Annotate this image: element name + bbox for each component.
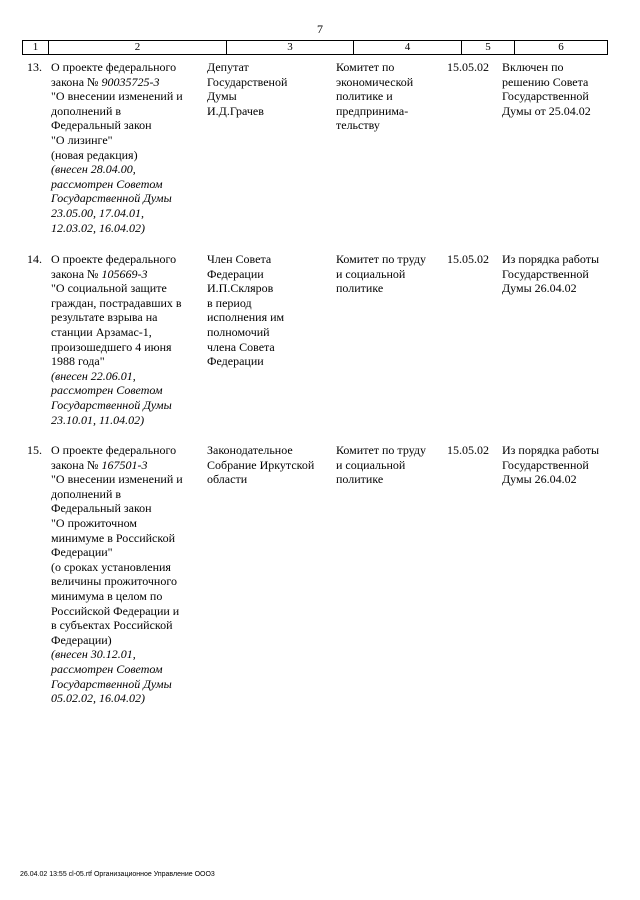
responsible-committee: Комитет по экономической политике и предпринима- тельству <box>336 60 414 133</box>
bill-number: 90035725-3 <box>101 74 160 89</box>
column-header-1: 1 <box>23 41 49 54</box>
review-date: 15.05.02 <box>447 60 489 74</box>
bill-subject: "О внесении изменений и дополнений в Федеральный закон "О лизинге" (новая редакция) <box>51 89 183 162</box>
inclusion-basis: Включен по решению Совета Государственной Думы от 25.04.02 <box>502 60 591 118</box>
bill-history: (внесен 22.06.01, рассмотрен Советом Государственной Думы 23.10.01, 11.04.02) <box>51 368 172 427</box>
page-number: 7 <box>317 22 323 36</box>
bill-title: О проекте федерального закона № <box>51 252 177 281</box>
bill-description <box>51 60 201 235</box>
column-header-5: 5 <box>462 41 515 54</box>
document-footer: 26.04.02 13:55 cl-05.rtf Организационное Управление ООО3 <box>20 871 215 878</box>
review-date: 15.05.02 <box>447 252 489 266</box>
bill-description <box>51 443 201 706</box>
column-header-row <box>22 40 608 55</box>
column-header-6: 6 <box>558 41 564 53</box>
row-number: 13. <box>27 60 42 74</box>
bill-title: О проекте федерального закона № <box>51 60 177 89</box>
bill-number: 105669-3 <box>101 266 148 281</box>
row-number: 15. <box>27 443 42 457</box>
bill-subject: "О социальной защите граждан, пострадавших в результате взрыва на станции Арзамас-1, произошедшего 4 июня 1988 года" <box>51 281 182 369</box>
bill-number: 167501-3 <box>101 457 148 472</box>
bill-title: О проекте федерального закона № <box>51 443 177 472</box>
bill-history: (внесен 28.04.00, рассмотрен Советом Государственной Думы 23.05.00, 17.04.01, 12.03.02, 16.04.02) <box>51 162 172 235</box>
bill-author: Член Совета Федерации И.П.Скляров в период исполнения им полномочий члена Совета Федерации <box>207 252 285 369</box>
bill-subject: "О внесении изменений и дополнений в Федеральный закон "О прожиточном минимуме в Российской Федерации" (о сроках установления величины прожиточного минимума в целом по Российской Федерации и в субъектах Российской Федерации) <box>51 472 183 647</box>
row-number: 14. <box>27 252 42 266</box>
inclusion-basis: Из порядка работы Государственной Думы 26.04.02 <box>502 443 600 487</box>
responsible-committee: Комитет по труду и социальной политике <box>336 252 427 296</box>
column-header-3: 3 <box>227 41 354 54</box>
column-header-4: 4 <box>354 41 462 54</box>
column-header-2: 2 <box>49 41 227 54</box>
review-date: 15.05.02 <box>447 443 489 457</box>
responsible-committee: Комитет по труду и социальной политике <box>336 443 427 487</box>
bill-author: Депутат Государственой Думы И.Д.Грачев <box>207 60 288 118</box>
bill-history: (внесен 30.12.01, рассмотрен Советом Государственной Думы 05.02.02, 16.04.02) <box>51 647 172 706</box>
bill-description <box>51 252 201 427</box>
bill-author: Законодательное Собрание Иркутской области <box>207 443 315 487</box>
inclusion-basis: Из порядка работы Государственной Думы 26.04.02 <box>502 252 600 296</box>
